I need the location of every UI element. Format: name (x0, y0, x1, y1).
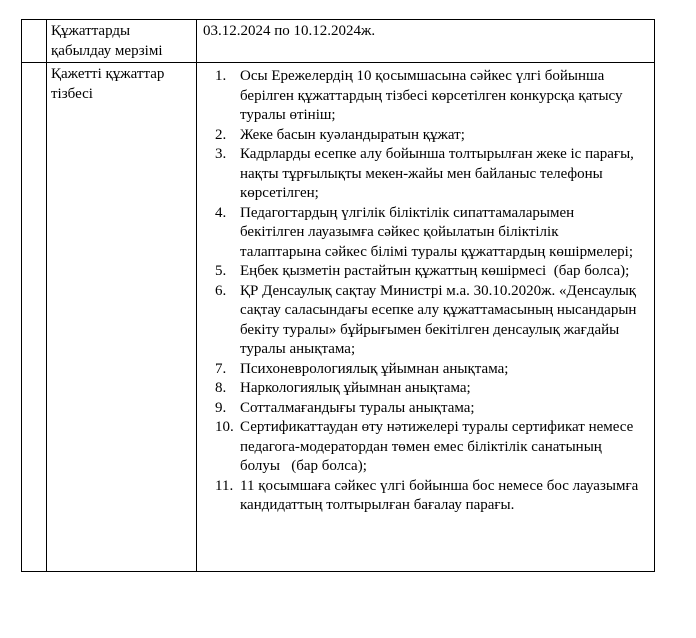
list-item-text: Сотталмағандығы туралы анықтама; (240, 399, 475, 416)
list-item-number: 9. (215, 399, 227, 416)
list-item-text: 11 қосымшаға сәйкес үлгі бойынша бос немесе бос лауазымға кандидаттың толтырылған бағалау парағы. (240, 477, 643, 513)
list-item (197, 204, 640, 263)
list-item-text: Жеке басын куәландыратын құжат; (240, 126, 465, 143)
documents-row-content (197, 63, 655, 572)
list-item-number: 11. (215, 477, 234, 494)
list-item-text: Психоневрологиялық ұйымнан анықтама; (240, 360, 509, 377)
list-item-text: Сертификаттаудан өту нәтижелері туралы сертификат немесе педагога-модератордан төмен емес біліктілік санатының болуы (бар болса); (240, 419, 638, 474)
list-item-number: 1. (215, 68, 227, 84)
list-item-number: 7. (215, 360, 227, 377)
list-item (197, 67, 640, 126)
documents-row-label: Қажетті құжаттар тізбесі (47, 63, 197, 572)
list-item-number: 4. (215, 204, 227, 221)
list-item (197, 126, 640, 146)
deadline-row-label: Құжаттарды қабылдау мерзімі (47, 20, 197, 63)
list-item-text: Педагогтардың үлгілік біліктілік сипаттамаларымен бекітілген лауазымға сәйкес қойылатын біліктілік талаптарына сәйкес білімі туралы құжаттардың көшірмелері; (240, 204, 633, 260)
list-item-text: Наркологиялық ұйымнан анықтама; (240, 380, 471, 396)
list-item (197, 145, 640, 204)
list-item-number: 10. (215, 419, 234, 435)
empty-index-cell (22, 20, 47, 63)
list-item (197, 379, 640, 399)
list-item-number: 6. (215, 282, 227, 299)
list-item-number: 3. (215, 146, 227, 162)
list-item (197, 418, 640, 477)
list-item-number: 5. (215, 263, 227, 279)
list-item (197, 477, 643, 516)
list-item (197, 360, 640, 380)
empty-index-cell (22, 63, 47, 572)
list-item-text: ҚР Денсаулық сақтау Министрі м.а. 30.10.2020ж. «Денсаулық сақтау саласындағы есепке алу құжаттамасының нысандарын бекіту туралы» бұйрығымен бекітілген денсаулық жағдайы туралы анықтама; (240, 282, 641, 357)
table-row-deadline (22, 20, 655, 63)
deadline-row-value: 03.12.2024 по 10.12.2024ж. (197, 20, 655, 63)
list-item (197, 282, 640, 360)
documents-numbered-list (197, 67, 654, 516)
list-item (197, 262, 640, 282)
list-item-number: 8. (215, 380, 227, 396)
requirements-table (21, 19, 655, 572)
list-item-text: Кадрларды есепке алу бойынша толтырылған жеке іс парағы, нақты тұрғылықты мекен-жайы мен байланыс телефоны көрсетілген; (240, 146, 638, 201)
list-item-text: Еңбек қызметін растайтын құжаттың көшірмесі (бар болса); (240, 263, 630, 279)
list-item-number: 2. (215, 126, 227, 143)
table-row-documents (22, 63, 655, 572)
list-item (197, 399, 640, 419)
list-item-text: Осы Ережелердің 10 қосымшасына сәйкес үлгі бойынша берілген құжаттардың тізбесі көрсетілген конкурсқа қатысу туралы өтініш; (240, 68, 627, 123)
